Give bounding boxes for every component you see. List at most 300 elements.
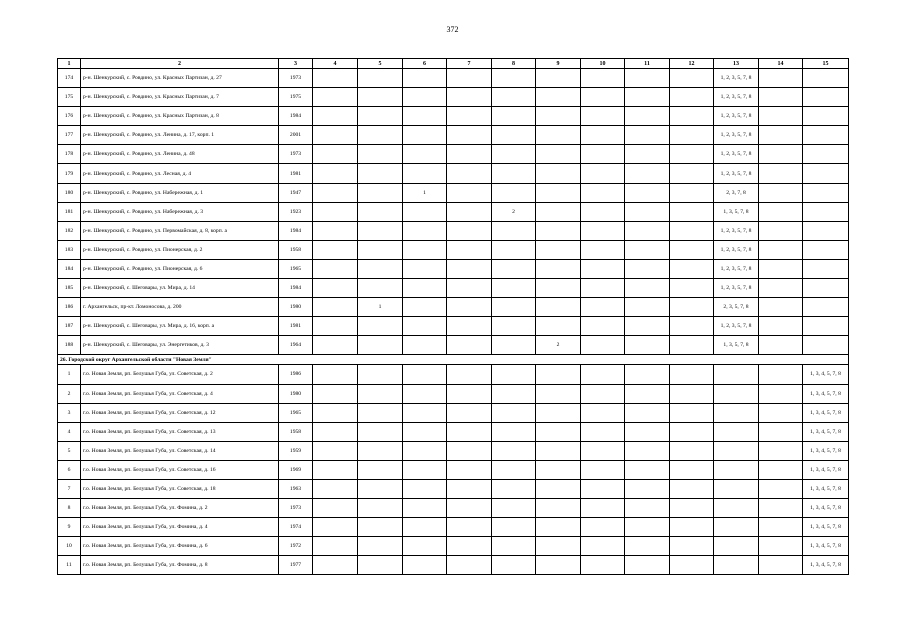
column-6-cell	[403, 384, 447, 403]
row-number-cell: 181	[58, 202, 81, 221]
column-11-cell	[625, 279, 670, 298]
column-12-cell	[670, 164, 714, 183]
year-cell: 1972	[279, 537, 313, 556]
column-9-cell	[536, 145, 581, 164]
column-4-cell	[313, 279, 358, 298]
row-number-cell: 1	[58, 365, 81, 384]
column-9-cell	[536, 384, 581, 403]
address-cell: г.о. Новая Земля, рп. Белушья Губа, ул. Фомина, д. 4	[81, 518, 279, 537]
column-6-cell	[403, 499, 447, 518]
column-9-cell	[536, 164, 581, 183]
column-14-cell	[759, 279, 803, 298]
column-8-cell	[492, 422, 536, 441]
column-11-cell	[625, 183, 670, 202]
column-14-cell	[759, 537, 803, 556]
column-8-cell	[492, 183, 536, 202]
column-8-cell	[492, 479, 536, 498]
address-cell: р-н. Шенкурский, с. Ровдино, ул. Набережная, д. 3	[81, 202, 279, 221]
year-cell: 1963	[279, 479, 313, 498]
column-11-cell	[625, 221, 670, 240]
column-14-cell	[759, 69, 803, 88]
register-table	[57, 58, 849, 575]
column-8-cell	[492, 537, 536, 556]
column-9-cell	[536, 441, 581, 460]
column-8-cell	[492, 317, 536, 336]
section-header-row	[58, 355, 849, 365]
column-10-cell	[581, 441, 625, 460]
address-cell: р-н. Шенкурский, с. Ровдино, ул. Ленина, д. 48	[81, 145, 279, 164]
column-7-cell	[447, 88, 492, 107]
year-cell: 1965	[279, 259, 313, 278]
column-9-cell: 2	[536, 336, 581, 355]
column-12-cell	[670, 441, 714, 460]
column-6-cell	[403, 403, 447, 422]
column-11-cell	[625, 126, 670, 145]
table-body	[58, 69, 849, 575]
column-12-cell	[670, 126, 714, 145]
column-14-cell	[759, 145, 803, 164]
section-title: 26. Городской округ Архангельской области "Новая Земля"	[58, 355, 849, 365]
row-number-cell: 178	[58, 145, 81, 164]
column-5-cell	[358, 556, 403, 575]
column-6-cell	[403, 317, 447, 336]
column-8-cell	[492, 221, 536, 240]
year-cell: 1973	[279, 145, 313, 164]
column-6-cell	[403, 556, 447, 575]
row-number-cell: 8	[58, 499, 81, 518]
year-cell: 1947	[279, 183, 313, 202]
column-5-cell	[358, 145, 403, 164]
column-15-cell: 1, 3, 4, 5, 7, 8	[803, 499, 849, 518]
column-10-cell	[581, 336, 625, 355]
column-10-cell	[581, 88, 625, 107]
year-cell: 1984	[279, 279, 313, 298]
column-6-cell	[403, 107, 447, 126]
column-13-cell	[714, 422, 759, 441]
column-13-cell: 1, 2, 3, 5, 7, 8	[714, 69, 759, 88]
table-row	[58, 164, 849, 183]
year-cell: 1958	[279, 422, 313, 441]
year-cell: 1975	[279, 88, 313, 107]
column-12-cell	[670, 336, 714, 355]
column-7-cell	[447, 107, 492, 126]
column-6-cell	[403, 69, 447, 88]
column-4-cell	[313, 145, 358, 164]
column-header: 2	[81, 59, 279, 69]
column-6-cell	[403, 145, 447, 164]
column-10-cell	[581, 202, 625, 221]
column-11-cell	[625, 69, 670, 88]
column-9-cell	[536, 460, 581, 479]
address-cell: р-н. Шенкурский, с. Шеговары, ул. Мира, д. 16, корп. а	[81, 317, 279, 336]
column-header: 14	[759, 59, 803, 69]
column-5-cell	[358, 403, 403, 422]
row-number-cell: 4	[58, 422, 81, 441]
column-12-cell	[670, 499, 714, 518]
column-6-cell	[403, 441, 447, 460]
column-11-cell	[625, 240, 670, 259]
column-11-cell	[625, 88, 670, 107]
column-11-cell	[625, 403, 670, 422]
column-5-cell	[358, 202, 403, 221]
address-cell: р-н. Шенкурский, с. Ровдино, ул. Красных Партизан, д. 27	[81, 69, 279, 88]
column-5-cell	[358, 518, 403, 537]
column-12-cell	[670, 403, 714, 422]
table-row	[58, 69, 849, 88]
column-12-cell	[670, 556, 714, 575]
column-10-cell	[581, 556, 625, 575]
column-9-cell	[536, 556, 581, 575]
address-cell: р-н. Шенкурский, с. Ровдино, ул. Первомайская, д. 8, корп. а	[81, 221, 279, 240]
column-12-cell	[670, 317, 714, 336]
column-7-cell	[447, 384, 492, 403]
column-4-cell	[313, 221, 358, 240]
column-12-cell	[670, 240, 714, 259]
column-header: 15	[803, 59, 849, 69]
year-cell: 1973	[279, 499, 313, 518]
column-8-cell	[492, 164, 536, 183]
table-row	[58, 556, 849, 575]
column-4-cell	[313, 479, 358, 498]
row-number-cell: 11	[58, 556, 81, 575]
column-6-cell	[403, 221, 447, 240]
column-8-cell	[492, 69, 536, 88]
column-6-cell	[403, 298, 447, 317]
year-cell: 1984	[279, 221, 313, 240]
address-cell: р-н. Шенкурский, с. Ровдино, ул. Пионерская, д. 6	[81, 259, 279, 278]
column-8-cell	[492, 126, 536, 145]
column-5-cell	[358, 164, 403, 183]
column-11-cell	[625, 259, 670, 278]
column-7-cell	[447, 460, 492, 479]
column-6-cell	[403, 460, 447, 479]
column-10-cell	[581, 499, 625, 518]
column-13-cell	[714, 384, 759, 403]
column-14-cell	[759, 384, 803, 403]
column-10-cell	[581, 126, 625, 145]
column-13-cell: 1, 3, 5, 7, 8	[714, 202, 759, 221]
column-11-cell	[625, 518, 670, 537]
column-14-cell	[759, 126, 803, 145]
column-4-cell	[313, 499, 358, 518]
column-7-cell	[447, 518, 492, 537]
address-cell: г.о. Новая Земля, рп. Белушья Губа, ул. Фомина, д. 6	[81, 537, 279, 556]
column-6-cell	[403, 88, 447, 107]
column-10-cell	[581, 259, 625, 278]
table-row	[58, 279, 849, 298]
address-cell: г.о. Новая Земля, рп. Белушья Губа, ул. Советская, д. 18	[81, 479, 279, 498]
column-10-cell	[581, 240, 625, 259]
column-4-cell	[313, 441, 358, 460]
row-number-cell: 186	[58, 298, 81, 317]
address-cell: г.о. Новая Земля, рп. Белушья Губа, ул. Советская, д. 13	[81, 422, 279, 441]
column-8-cell	[492, 518, 536, 537]
address-cell: г.о. Новая Земля, рп. Белушья Губа, ул. Советская, д. 4	[81, 384, 279, 403]
table-row	[58, 537, 849, 556]
column-11-cell	[625, 365, 670, 384]
column-5-cell	[358, 499, 403, 518]
address-cell: р-н. Шенкурский, с. Шеговары, ул. Энергетиков, д. 3	[81, 336, 279, 355]
year-cell: 1981	[279, 317, 313, 336]
column-7-cell	[447, 556, 492, 575]
address-cell: р-н. Шенкурский, с. Ровдино, ул. Красных Партизан, д. 7	[81, 88, 279, 107]
year-cell: 1980	[279, 384, 313, 403]
table-row	[58, 126, 849, 145]
column-15-cell: 1, 3, 4, 5, 7, 8	[803, 479, 849, 498]
column-7-cell	[447, 479, 492, 498]
year-cell: 1959	[279, 441, 313, 460]
column-14-cell	[759, 164, 803, 183]
column-10-cell	[581, 164, 625, 183]
column-4-cell	[313, 317, 358, 336]
column-8-cell	[492, 298, 536, 317]
column-8-cell	[492, 145, 536, 164]
column-9-cell	[536, 422, 581, 441]
row-number-cell: 179	[58, 164, 81, 183]
column-14-cell	[759, 221, 803, 240]
column-12-cell	[670, 537, 714, 556]
table-row	[58, 317, 849, 336]
row-number-cell: 177	[58, 126, 81, 145]
column-12-cell	[670, 145, 714, 164]
column-header: 11	[625, 59, 670, 69]
year-cell: 1974	[279, 518, 313, 537]
column-4-cell	[313, 422, 358, 441]
column-8-cell	[492, 336, 536, 355]
column-10-cell	[581, 298, 625, 317]
column-8-cell	[492, 365, 536, 384]
column-4-cell	[313, 126, 358, 145]
column-11-cell	[625, 537, 670, 556]
column-10-cell	[581, 365, 625, 384]
column-4-cell	[313, 403, 358, 422]
row-number-cell: 174	[58, 69, 81, 88]
column-12-cell	[670, 202, 714, 221]
column-13-cell: 1, 2, 3, 5, 7, 8	[714, 126, 759, 145]
column-4-cell	[313, 460, 358, 479]
column-header: 6	[403, 59, 447, 69]
column-header: 5	[358, 59, 403, 69]
table-row	[58, 365, 849, 384]
column-9-cell	[536, 221, 581, 240]
column-12-cell	[670, 221, 714, 240]
column-header: 12	[670, 59, 714, 69]
column-4-cell	[313, 537, 358, 556]
column-4-cell	[313, 202, 358, 221]
address-cell: р-н. Шенкурский, с. Ровдино, ул. Ленина, д. 17, корп. 1	[81, 126, 279, 145]
column-10-cell	[581, 69, 625, 88]
column-11-cell	[625, 422, 670, 441]
column-5-cell	[358, 384, 403, 403]
address-cell: г.о. Новая Земля, рп. Белушья Губа, ул. Советская, д. 2	[81, 365, 279, 384]
column-4-cell	[313, 365, 358, 384]
column-13-cell: 1, 2, 3, 5, 7, 8	[714, 259, 759, 278]
column-6-cell	[403, 518, 447, 537]
column-10-cell	[581, 460, 625, 479]
column-15-cell	[803, 259, 849, 278]
column-11-cell	[625, 298, 670, 317]
column-7-cell	[447, 164, 492, 183]
column-15-cell: 1, 3, 4, 5, 7, 8	[803, 537, 849, 556]
table-row	[58, 183, 849, 202]
column-14-cell	[759, 107, 803, 126]
column-4-cell	[313, 556, 358, 575]
column-7-cell	[447, 422, 492, 441]
column-6-cell	[403, 279, 447, 298]
column-7-cell	[447, 240, 492, 259]
column-10-cell	[581, 107, 625, 126]
row-number-cell: 187	[58, 317, 81, 336]
column-10-cell	[581, 422, 625, 441]
column-header: 3	[279, 59, 313, 69]
address-cell: р-н. Шенкурский, с. Шеговары, ул. Мира, д. 14	[81, 279, 279, 298]
column-14-cell	[759, 460, 803, 479]
page-number: 372	[446, 25, 459, 34]
column-13-cell: 1, 2, 3, 5, 7, 8	[714, 145, 759, 164]
column-15-cell	[803, 240, 849, 259]
column-7-cell	[447, 336, 492, 355]
column-9-cell	[536, 518, 581, 537]
table-row	[58, 518, 849, 537]
column-11-cell	[625, 107, 670, 126]
column-8-cell	[492, 460, 536, 479]
column-9-cell	[536, 183, 581, 202]
column-13-cell: 1, 2, 3, 5, 7, 8	[714, 317, 759, 336]
column-6-cell	[403, 240, 447, 259]
column-15-cell	[803, 183, 849, 202]
column-9-cell	[536, 279, 581, 298]
column-4-cell	[313, 336, 358, 355]
column-15-cell: 1, 3, 4, 5, 7, 8	[803, 422, 849, 441]
column-13-cell	[714, 556, 759, 575]
year-cell: 2001	[279, 126, 313, 145]
column-14-cell	[759, 88, 803, 107]
address-cell: р-н. Шенкурский, с. Ровдино, ул. Пионерская, д. 2	[81, 240, 279, 259]
address-cell: р-н. Шенкурский, с. Ровдино, ул. Красных Партизан, д. 8	[81, 107, 279, 126]
column-10-cell	[581, 537, 625, 556]
column-6-cell	[403, 202, 447, 221]
column-4-cell	[313, 259, 358, 278]
column-15-cell	[803, 221, 849, 240]
column-13-cell: 1, 2, 3, 5, 7, 8	[714, 107, 759, 126]
table-row	[58, 145, 849, 164]
column-14-cell	[759, 240, 803, 259]
address-cell: г. Архангельск, пр-кт. Ломоносова, д. 200	[81, 298, 279, 317]
column-15-cell: 1, 3, 4, 5, 7, 8	[803, 403, 849, 422]
row-number-cell: 10	[58, 537, 81, 556]
column-7-cell	[447, 259, 492, 278]
column-9-cell	[536, 317, 581, 336]
footnote-separator	[57, 574, 107, 575]
column-11-cell	[625, 202, 670, 221]
column-12-cell	[670, 279, 714, 298]
column-15-cell	[803, 145, 849, 164]
year-cell: 1986	[279, 365, 313, 384]
column-5-cell	[358, 88, 403, 107]
table-row	[58, 88, 849, 107]
address-cell: г.о. Новая Земля, рп. Белушья Губа, ул. Фомина, д. 8	[81, 556, 279, 575]
table-row	[58, 384, 849, 403]
column-9-cell	[536, 298, 581, 317]
column-13-cell: 1, 3, 5, 7, 8	[714, 336, 759, 355]
year-cell: 1969	[279, 460, 313, 479]
column-7-cell	[447, 441, 492, 460]
column-12-cell	[670, 384, 714, 403]
column-15-cell: 1, 3, 4, 5, 7, 8	[803, 518, 849, 537]
row-number-cell: 6	[58, 460, 81, 479]
column-5-cell	[358, 183, 403, 202]
column-5-cell	[358, 422, 403, 441]
column-8-cell: 2	[492, 202, 536, 221]
year-cell: 1977	[279, 556, 313, 575]
table-row	[58, 479, 849, 498]
column-10-cell	[581, 403, 625, 422]
year-cell: 1958	[279, 240, 313, 259]
column-7-cell	[447, 183, 492, 202]
column-5-cell	[358, 336, 403, 355]
column-9-cell	[536, 499, 581, 518]
column-7-cell	[447, 69, 492, 88]
column-12-cell	[670, 479, 714, 498]
column-14-cell	[759, 422, 803, 441]
column-9-cell	[536, 69, 581, 88]
table-row	[58, 107, 849, 126]
column-13-cell: 1, 2, 3, 5, 7, 8	[714, 279, 759, 298]
column-11-cell	[625, 441, 670, 460]
column-6-cell	[403, 422, 447, 441]
column-8-cell	[492, 384, 536, 403]
column-11-cell	[625, 479, 670, 498]
column-7-cell	[447, 403, 492, 422]
column-15-cell: 1, 3, 4, 5, 7, 8	[803, 365, 849, 384]
column-10-cell	[581, 384, 625, 403]
table-row	[58, 298, 849, 317]
row-number-cell: 175	[58, 88, 81, 107]
column-15-cell: 1, 3, 4, 5, 7, 8	[803, 460, 849, 479]
year-cell: 1981	[279, 164, 313, 183]
column-4-cell	[313, 240, 358, 259]
column-14-cell	[759, 479, 803, 498]
column-13-cell	[714, 537, 759, 556]
column-14-cell	[759, 298, 803, 317]
year-cell: 1973	[279, 69, 313, 88]
column-14-cell	[759, 518, 803, 537]
column-4-cell	[313, 164, 358, 183]
column-7-cell	[447, 126, 492, 145]
column-15-cell	[803, 298, 849, 317]
year-cell: 1984	[279, 107, 313, 126]
column-15-cell	[803, 107, 849, 126]
row-number-cell: 184	[58, 259, 81, 278]
row-number-cell: 176	[58, 107, 81, 126]
column-14-cell	[759, 499, 803, 518]
column-15-cell	[803, 279, 849, 298]
column-5-cell: 1	[358, 298, 403, 317]
column-11-cell	[625, 164, 670, 183]
column-14-cell	[759, 403, 803, 422]
table-row	[58, 202, 849, 221]
column-7-cell	[447, 298, 492, 317]
column-12-cell	[670, 460, 714, 479]
column-13-cell: 2, 3, 5, 7, 8	[714, 298, 759, 317]
column-6-cell	[403, 164, 447, 183]
column-5-cell	[358, 279, 403, 298]
column-5-cell	[358, 259, 403, 278]
address-cell: г.о. Новая Земля, рп. Белушья Губа, ул. Советская, д. 14	[81, 441, 279, 460]
column-header: 10	[581, 59, 625, 69]
row-number-cell: 5	[58, 441, 81, 460]
column-15-cell	[803, 202, 849, 221]
